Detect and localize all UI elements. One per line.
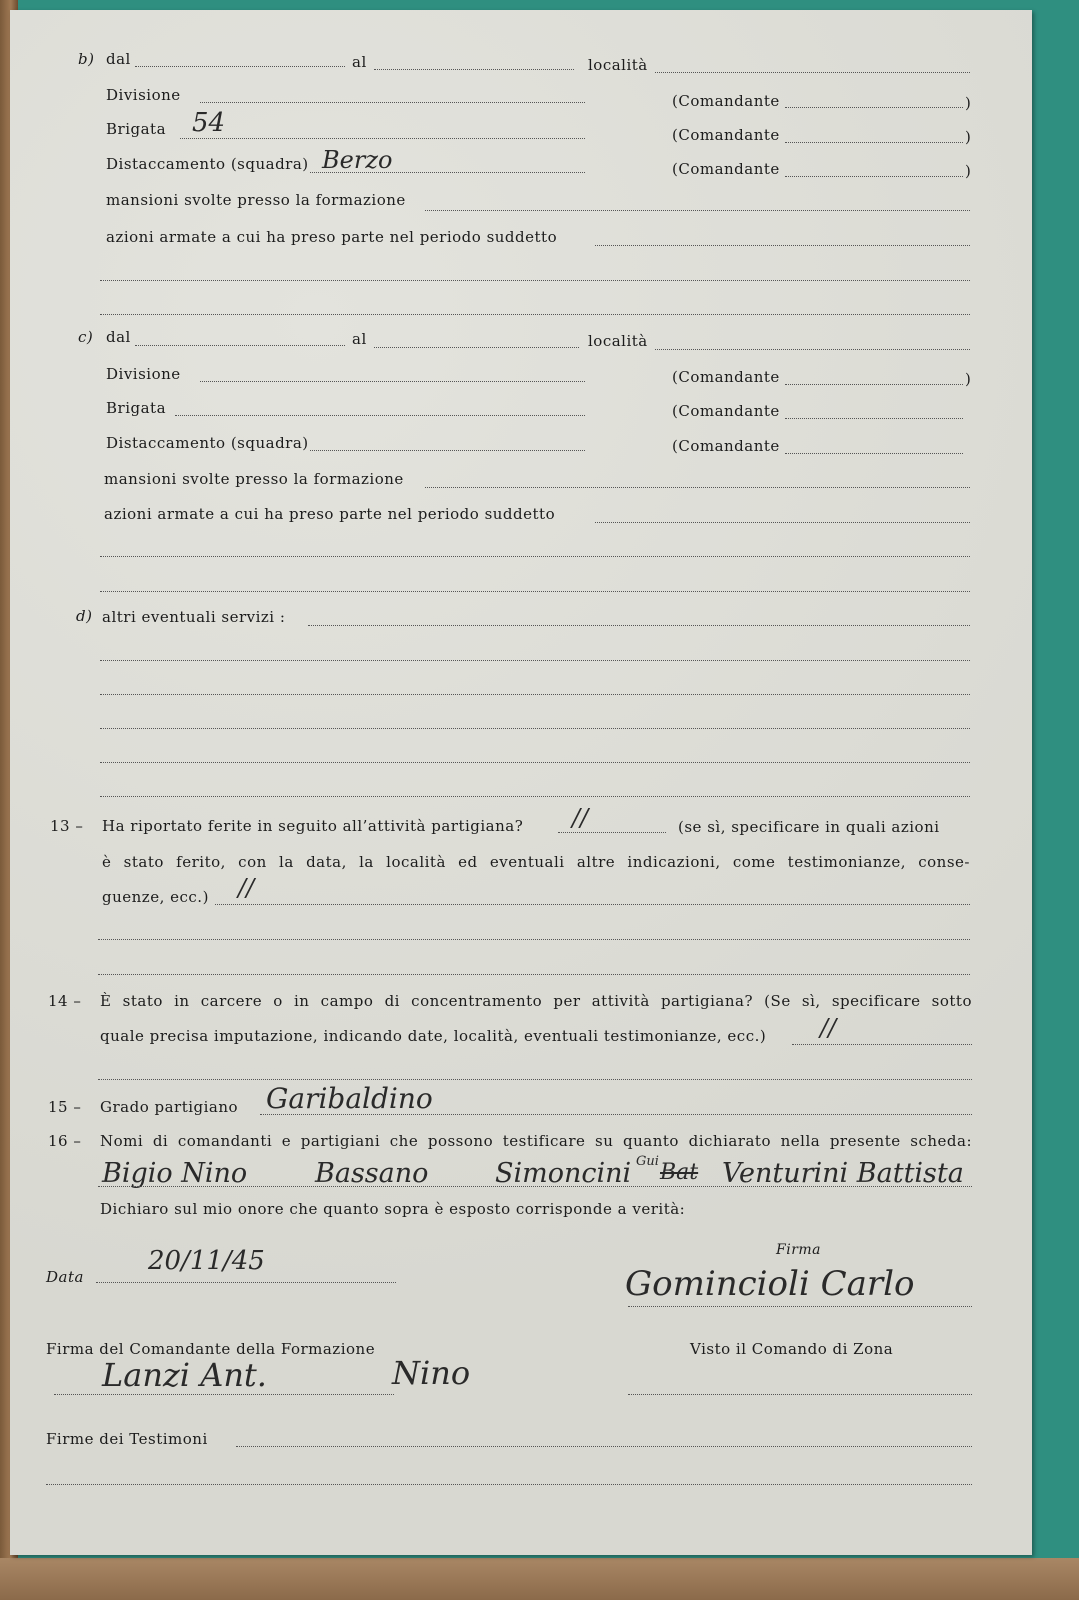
section-c-comandante-3-line[interactable] [785, 453, 963, 454]
section-b-azioni-line[interactable] [595, 245, 970, 246]
q14-answer: // [820, 1014, 837, 1042]
q13-number: 13 – [50, 817, 84, 835]
firme-testimoni-label: Firme dei Testimoni [46, 1430, 208, 1448]
section-b-extra-line-1[interactable] [100, 280, 970, 281]
q13-answer-1: // [572, 804, 589, 832]
section-c-brigata-label: Brigata [106, 399, 167, 417]
declaration-text: Dichiaro sul mio onore che quanto sopra è esposto corrisponde a verità: [100, 1200, 686, 1218]
section-d-label: altri eventuali servizi : [102, 608, 286, 626]
q13-answer-1-line[interactable] [558, 832, 666, 833]
section-c-azioni-label: azioni armate a cui ha preso parte nel periodo suddetto [104, 505, 556, 523]
section-d-line-2[interactable] [100, 660, 970, 661]
section-b-comandante-2-line[interactable] [785, 142, 963, 143]
section-c-divisione-label: Divisione [106, 365, 181, 383]
section-b-distaccamento-label: Distaccamento (squadra) [106, 155, 309, 173]
visto-comando-line[interactable] [628, 1394, 972, 1395]
firma-comandante-signature: Lanzi Ant. [102, 1356, 267, 1394]
section-b-brigata-label: Brigata [106, 120, 167, 138]
q16-line[interactable] [98, 1186, 972, 1187]
q14-question-line2: quale precisa imputazione, indicando date, località, eventuali testimonianze, ecc.) [100, 1027, 767, 1045]
firma-comandante-label: Firma del Comandante della Formazione [46, 1340, 376, 1358]
section-b-comandante-3-close: ) [965, 162, 972, 180]
section-b-distaccamento-value: Berzo [322, 146, 393, 174]
section-c-distaccamento-line[interactable] [310, 450, 585, 451]
section-b-comandante-1-label: (Comandante [672, 92, 780, 110]
q16-struck-text: Bat [660, 1160, 699, 1185]
section-b-comandante-1-close: ) [965, 94, 972, 112]
section-c-al-label: al [352, 330, 367, 348]
q13-line-3[interactable] [98, 974, 970, 975]
section-b-mansioni-line[interactable] [425, 210, 970, 211]
section-c-comandante-1-close: ) [965, 370, 972, 388]
q13-question-line3: guenze, ecc.) [102, 888, 209, 906]
q13-answer-2: // [238, 874, 255, 902]
section-c-comandante-1-line[interactable] [785, 384, 963, 385]
section-c-comandante-2-line[interactable] [785, 418, 963, 419]
section-c-dal-line[interactable] [135, 345, 345, 346]
section-d-line-1[interactable] [308, 625, 970, 626]
section-d-line-6[interactable] [100, 796, 970, 797]
section-c-comandante-3-label: (Comandante [672, 437, 780, 455]
firma-comandante-signature-2: Nino [392, 1354, 471, 1392]
section-c-divisione-line[interactable] [200, 381, 585, 382]
q14-number: 14 – [48, 992, 82, 1010]
q14-question-line1: È stato in carcere o in campo di concentramento per attività partigiana? (Se sì, specificare sotto [100, 992, 972, 1010]
section-b-al-label: al [352, 53, 367, 71]
section-c-comandante-2-label: (Comandante [672, 402, 780, 420]
section-b-mansioni-label: mansioni svolte presso la formazione [106, 191, 406, 209]
firme-testimoni-line-2[interactable] [46, 1484, 972, 1485]
section-b-localita-line[interactable] [655, 72, 970, 73]
q14-line-2[interactable] [98, 1079, 972, 1080]
data-label: Data [46, 1268, 84, 1286]
q16-name-4: Venturini Battista [722, 1158, 964, 1189]
section-c-extra-line-2[interactable] [100, 591, 970, 592]
wooden-table-bottom [0, 1558, 1079, 1600]
firma-comandante-line[interactable] [54, 1394, 394, 1395]
firma-line[interactable] [628, 1306, 972, 1307]
section-c-azioni-line[interactable] [595, 522, 970, 523]
data-value: 20/11/45 [148, 1246, 265, 1276]
section-b-dal-line[interactable] [135, 66, 345, 67]
section-b-marker: b) [78, 50, 95, 68]
section-b-localita-label: località [588, 56, 648, 74]
q13-question-part2: (se sì, specificare in quali azioni [678, 818, 940, 836]
section-d-line-5[interactable] [100, 762, 970, 763]
firma-signature: Gomincioli Carlo [625, 1264, 915, 1304]
q16-name-note: Gui [636, 1154, 659, 1169]
section-b-comandante-2-label: (Comandante [672, 126, 780, 144]
q15-line[interactable] [260, 1114, 972, 1115]
section-c-mansioni-line[interactable] [425, 487, 970, 488]
q15-answer: Garibaldino [266, 1082, 433, 1115]
section-c-marker: c) [78, 328, 94, 346]
section-b-comandante-1-line[interactable] [785, 107, 963, 108]
q16-name-2: Bassano [315, 1158, 429, 1189]
section-c-comandante-1-label: (Comandante [672, 368, 780, 386]
visto-comando-label: Visto il Comando di Zona [690, 1340, 894, 1358]
q13-line-2[interactable] [98, 939, 970, 940]
section-d-line-4[interactable] [100, 728, 970, 729]
section-b-brigata-line[interactable] [180, 138, 585, 139]
section-b-divisione-label: Divisione [106, 86, 181, 104]
section-c-brigata-line[interactable] [175, 415, 585, 416]
data-line[interactable] [96, 1282, 396, 1283]
section-c-mansioni-label: mansioni svolte presso la formazione [104, 470, 404, 488]
form-sheet [10, 10, 1032, 1555]
section-c-localita-line[interactable] [655, 349, 970, 350]
section-b-divisione-line[interactable] [200, 102, 585, 103]
section-b-extra-line-2[interactable] [100, 314, 970, 315]
section-b-distaccamento-line[interactable] [310, 172, 585, 173]
q15-number: 15 – [48, 1098, 82, 1116]
firme-testimoni-line-1[interactable] [236, 1446, 972, 1447]
q16-name-1: Bigio Nino [102, 1158, 248, 1189]
section-b-azioni-label: azioni armate a cui ha preso parte nel periodo suddetto [106, 228, 558, 246]
q13-question-line2: è stato ferito, con la data, la località ed eventuali altre indicazioni, come testimonianze, conse- [102, 853, 970, 871]
section-b-comandante-3-label: (Comandante [672, 160, 780, 178]
section-c-localita-label: località [588, 332, 648, 350]
q14-answer-line[interactable] [792, 1044, 972, 1045]
section-b-dal-label: dal [106, 50, 131, 68]
section-b-al-line[interactable] [374, 69, 574, 70]
section-c-distaccamento-label: Distaccamento (squadra) [106, 434, 309, 452]
section-b-comandante-3-line[interactable] [785, 176, 963, 177]
section-b-brigata-value: 54 [192, 108, 226, 138]
section-c-dal-label: dal [106, 328, 131, 346]
section-d-marker: d) [76, 607, 93, 625]
section-c-al-line[interactable] [374, 347, 579, 348]
section-c-extra-line-1[interactable] [100, 556, 970, 557]
q16-name-3: Simoncini [495, 1158, 632, 1189]
q16-number: 16 – [48, 1132, 82, 1150]
q16-question: Nomi di comandanti e partigiani che possono testificare su quanto dichiarato nella presente scheda: [100, 1132, 972, 1150]
section-b-comandante-2-close: ) [965, 128, 972, 146]
firma-label: Firma [776, 1242, 822, 1258]
section-d-line-3[interactable] [100, 694, 970, 695]
q15-label: Grado partigiano [100, 1098, 239, 1116]
q13-question: Ha riportato ferite in seguito all’attività partigiana? [102, 817, 524, 835]
q13-line-1[interactable] [215, 904, 970, 905]
